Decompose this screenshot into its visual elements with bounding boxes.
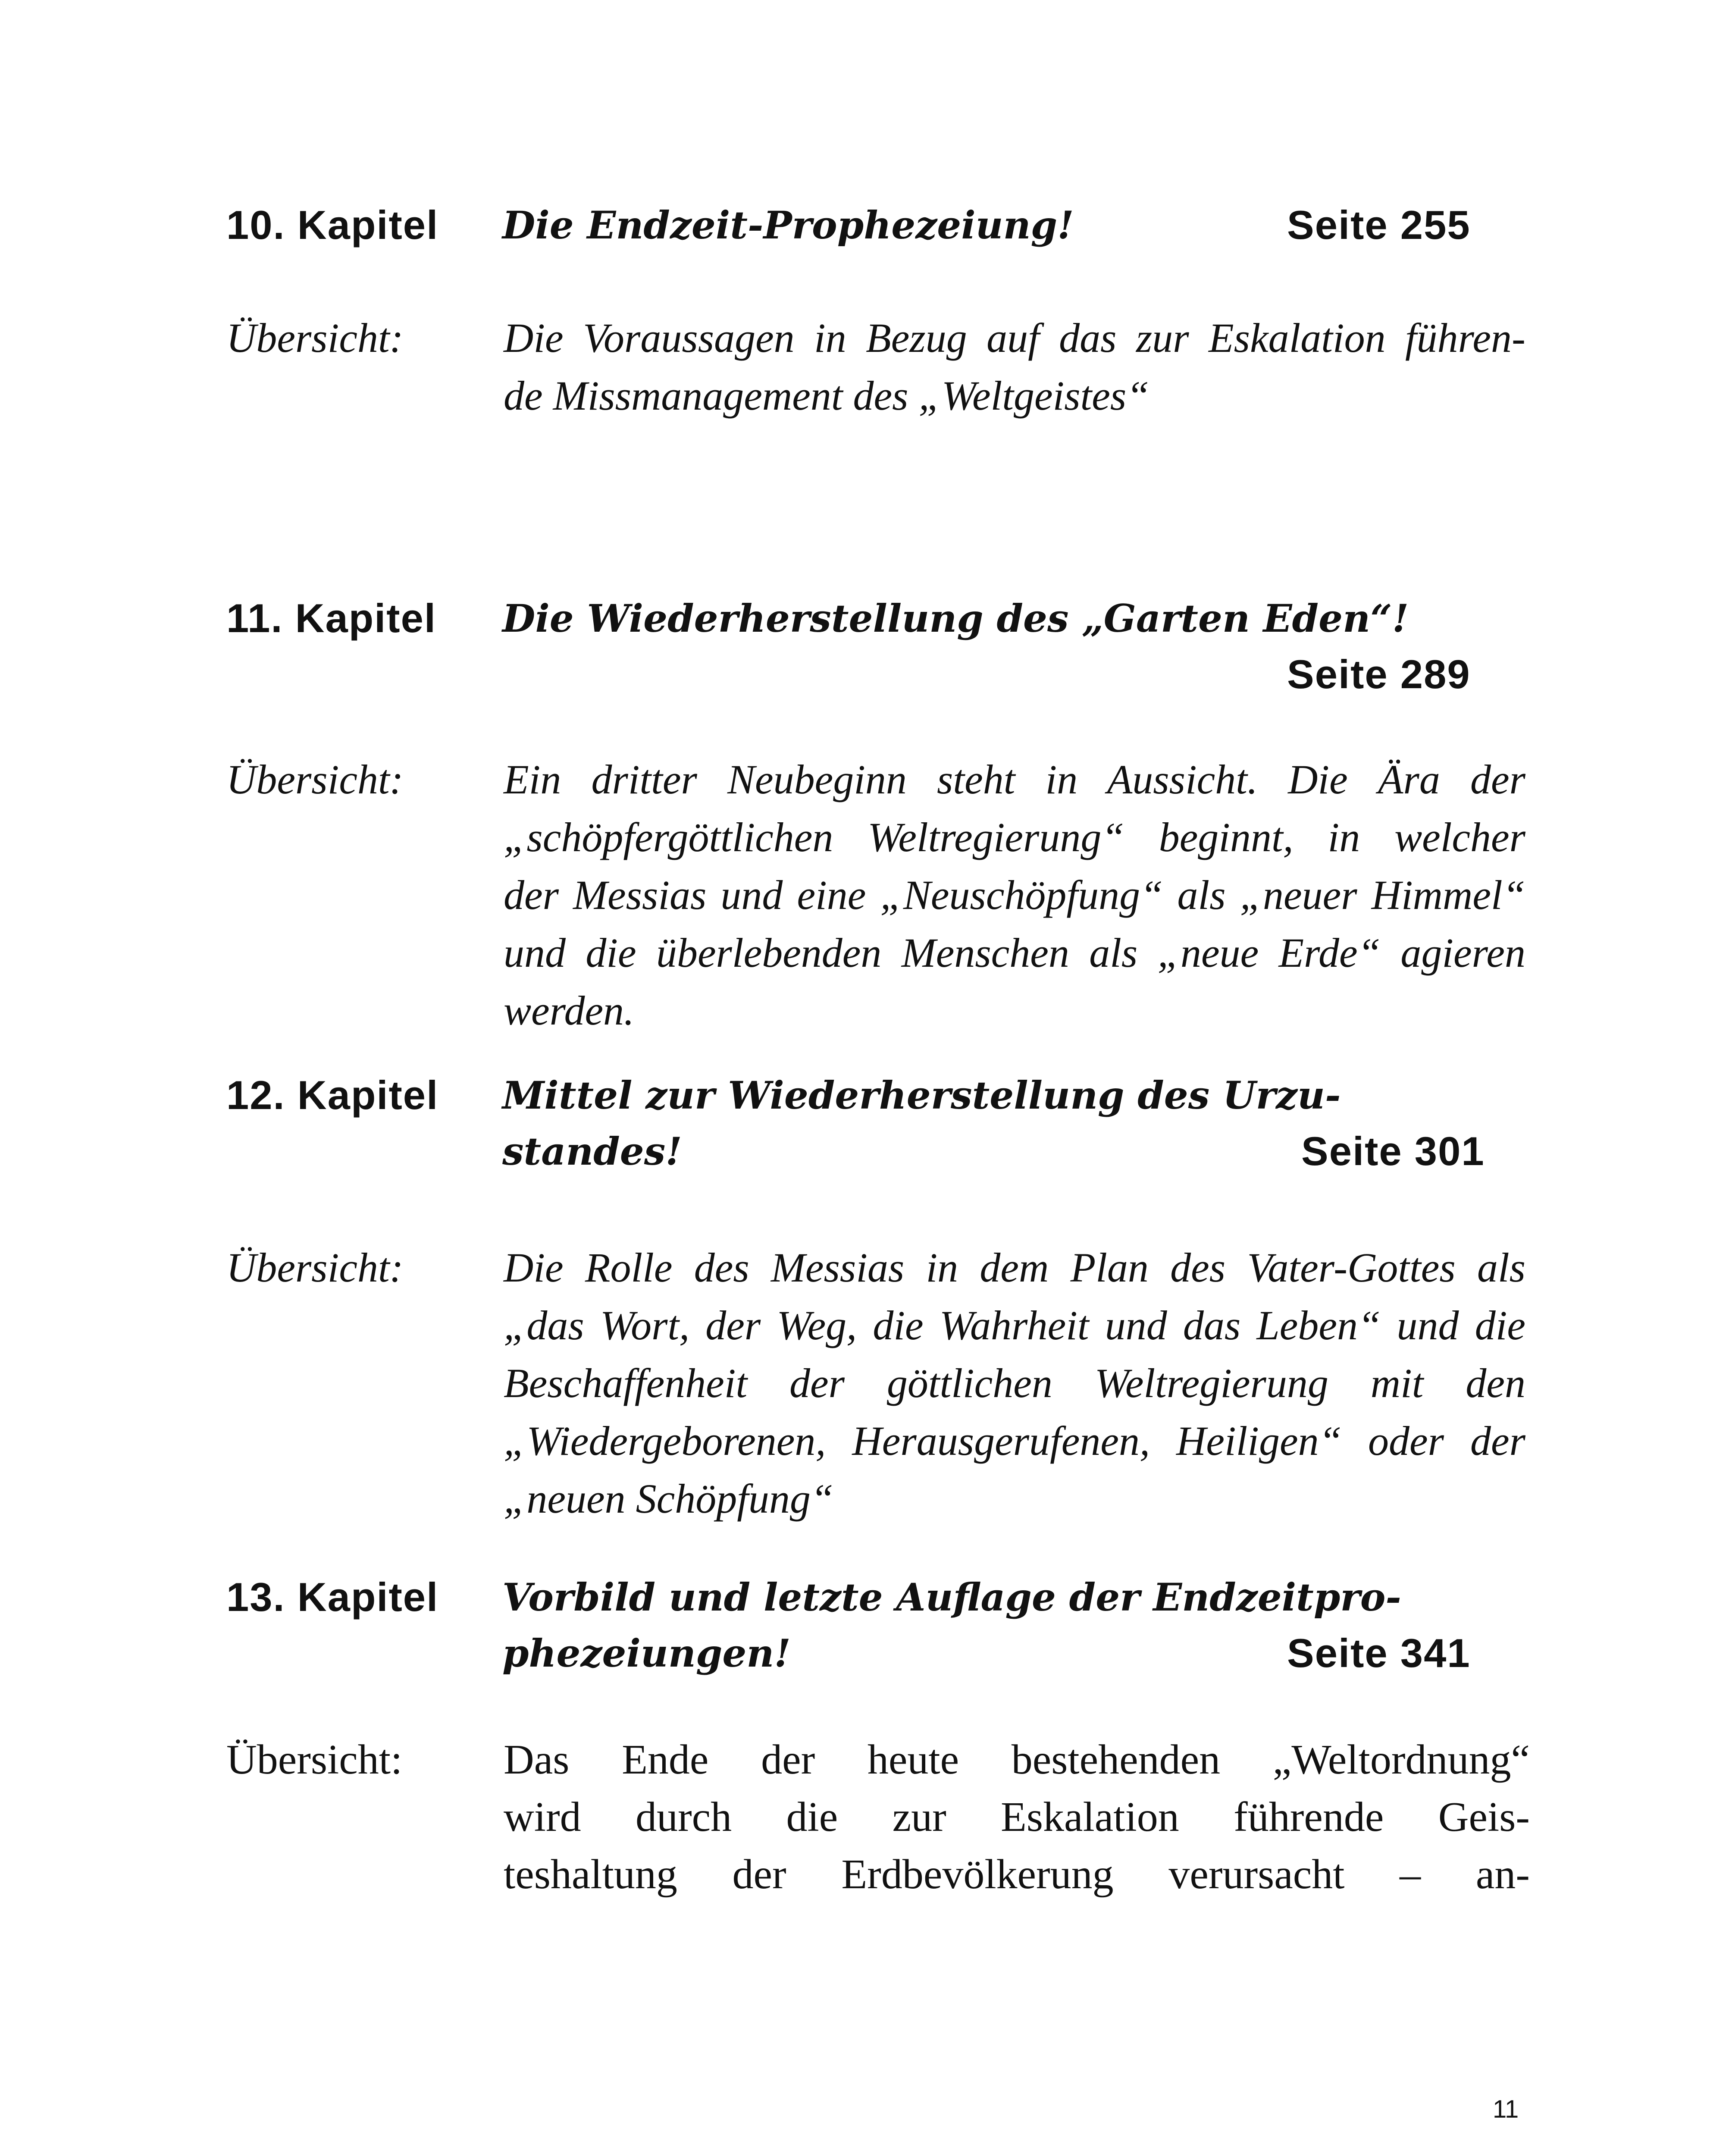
chapter-12-page: Seite 301 [1301, 1128, 1485, 1174]
chapter-13-label: 13. Kapitel [226, 1574, 439, 1620]
chapter-10-title: Die Endzeit-Prophezeiung! [502, 203, 1074, 248]
chapter-11-overview-line: Ein dritter Neubeginn steht in Aussicht. Die Ära der [504, 756, 1525, 802]
chapter-12-title-line: standes! [502, 1129, 682, 1174]
chapter-11-overview-line: „schöpfergöttlichen Weltregierung“ beginnt, in welcher [504, 814, 1525, 860]
chapter-12-title-line: Mittel zur Wiederherstellung des Urzu- [502, 1073, 1341, 1118]
chapter-12-overview-line: „Wiedergeborenen, Herausgerufenen, Heiligen“ oder der [504, 1418, 1525, 1464]
chapter-10-overview-label: Übersicht: [226, 315, 404, 361]
chapter-12-label: 12. Kapitel [226, 1072, 439, 1118]
page-number: 11 [1493, 2095, 1519, 2123]
chapter-13-overview-label: Übersicht: [226, 1736, 403, 1783]
chapter-11-overview-line: werden. [504, 987, 635, 1034]
chapter-12-overview-line: Beschaffenheit der göttlichen Weltregierung mit den [504, 1360, 1525, 1406]
chapter-11-label: 11. Kapitel [226, 595, 436, 641]
chapter-11-page: Seite 289 [1287, 652, 1471, 697]
chapter-10-page: Seite 255 [1287, 202, 1471, 248]
chapter-12-overview-line: Die Rolle des Messias in dem Plan des Vater-Gottes als [504, 1244, 1525, 1291]
chapter-13-title-line: phezeiungen! [502, 1631, 791, 1676]
chapter-11-title: Die Wiederherstellung des „Garten Eden“! [502, 596, 1409, 641]
chapter-13-overview-line: teshaltung der Erdbevölkerung verursacht – an- [504, 1851, 1530, 1898]
chapter-11-overview-line: und die überlebenden Menschen als „neue Erde“ agieren [504, 930, 1525, 976]
chapter-13-overview-line: Das Ende der heute bestehenden „Weltordnung“ [504, 1736, 1530, 1783]
chapter-13-title-line: Vorbild und letzte Auflage der Endzeitpro- [502, 1575, 1401, 1620]
chapter-10-overview-line: de Missmanagement des „Weltgeistes“ [504, 373, 1149, 419]
chapter-12-overview-label: Übersicht: [226, 1244, 404, 1291]
chapter-13-page: Seite 341 [1287, 1630, 1471, 1676]
chapter-11-overview-line: der Messias und eine „Neuschöpfung“ als „neuer Himmel“ [504, 872, 1525, 918]
chapter-12-overview-line: „neuen Schöpfung“ [504, 1476, 834, 1522]
chapter-13-overview-line: wird durch die zur Eskalation führende Geis- [504, 1794, 1530, 1840]
chapter-12-overview-line: „das Wort, der Weg, die Wahrheit und das Leben“ und die [504, 1302, 1525, 1348]
chapter-11-overview-label: Übersicht: [226, 756, 404, 802]
chapter-10-label: 10. Kapitel [226, 202, 439, 248]
chapter-10-overview-line: Die Voraussagen in Bezug auf das zur Eskalation führen- [504, 315, 1525, 361]
